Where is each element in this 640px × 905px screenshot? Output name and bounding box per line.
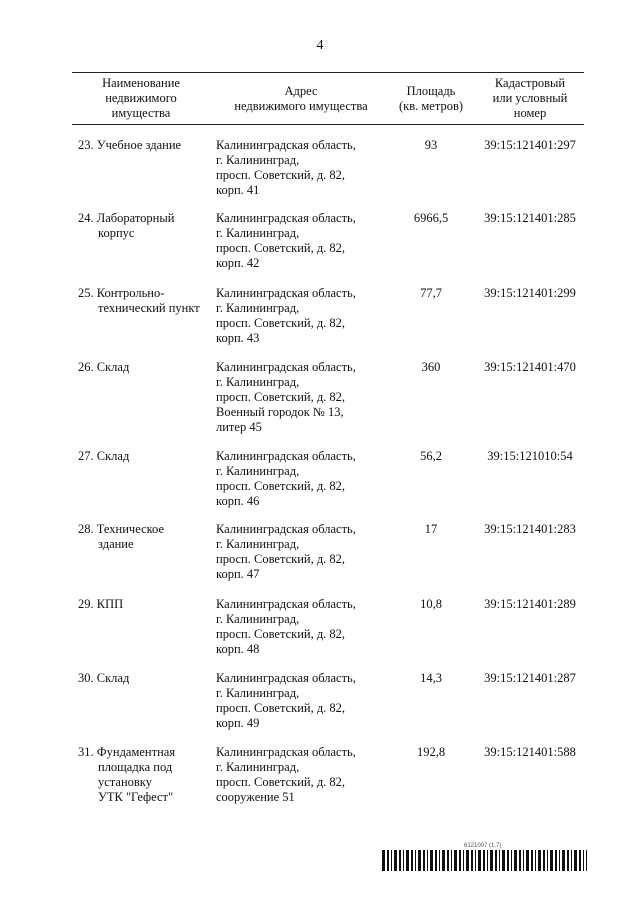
property-address-line: Калининградская область, xyxy=(216,597,356,611)
property-address-line: просп. Советский, д. 82, xyxy=(216,168,346,182)
property-address-line: корп. 41 xyxy=(216,183,260,197)
property-name-line: технический пункт xyxy=(98,301,200,315)
property-address-line: Калининградская область, xyxy=(216,138,356,152)
property-address-line: Калининградская область, xyxy=(216,360,356,374)
property-name xyxy=(78,597,208,612)
property-name-line: площадка под xyxy=(98,760,173,774)
property-address-line: Калининградская область, xyxy=(216,286,356,300)
property-name-line: 23. Учебное здание xyxy=(78,138,182,152)
property-name-line: УТК "Гефест" xyxy=(98,790,174,804)
footer-code: 6121007 (1.7) xyxy=(464,843,502,849)
property-area: 192,8 xyxy=(416,745,446,759)
property-address-line: просп. Советский, д. 82, xyxy=(216,241,346,255)
table-header-top-line xyxy=(72,72,584,73)
property-area: 6966,5 xyxy=(413,211,449,225)
property-area: 77,7 xyxy=(420,286,442,300)
property-address-line: корп. 48 xyxy=(216,642,260,656)
property-address-line: г. Калининград, xyxy=(216,612,300,626)
cadastral-number: 39:15:121401:588 xyxy=(484,745,576,759)
property-address xyxy=(216,211,386,271)
cadastral-number: 39:15:121401:283 xyxy=(484,522,576,536)
cadastral-number: 39:15:121401:289 xyxy=(484,597,576,611)
property-name xyxy=(78,286,208,316)
cadastral-number: 39:15:121401:287 xyxy=(484,671,576,685)
property-address-line: просп. Советский, д. 82, xyxy=(216,316,346,330)
cadastral-number: 39:15:121401:299 xyxy=(484,286,576,300)
property-name xyxy=(78,138,208,153)
property-name-line: 28. Техническое xyxy=(78,522,165,536)
property-address-line: корп. 47 xyxy=(216,567,260,581)
property-address-line: корп. 46 xyxy=(216,494,260,508)
property-name-line: установку xyxy=(98,775,152,789)
header-cadastral: Кадастровый или условный номер xyxy=(492,76,568,120)
property-address-line: г. Калининград, xyxy=(216,464,300,478)
property-name xyxy=(78,211,208,241)
property-name-line: 31. Фундаментная xyxy=(78,745,176,759)
property-address xyxy=(216,671,386,731)
property-address-line: г. Калининград, xyxy=(216,537,300,551)
header-name: Наименование недвижимого имущества xyxy=(102,76,180,120)
property-address xyxy=(216,522,386,582)
property-name-line: 24. Лабораторный xyxy=(78,211,175,225)
property-name-line: 27. Склад xyxy=(78,449,130,463)
property-address xyxy=(216,745,386,805)
property-name xyxy=(78,522,208,552)
property-address xyxy=(216,449,386,509)
property-address-line: г. Калининград, xyxy=(216,686,300,700)
cadastral-number: 39:15:121401:297 xyxy=(484,138,576,152)
cadastral-number: 39:15:121401:285 xyxy=(484,211,576,225)
page-number: 4 xyxy=(316,38,324,53)
property-address xyxy=(216,597,386,657)
property-area: 14,3 xyxy=(420,671,442,685)
property-address-line: г. Калининград, xyxy=(216,375,300,389)
header-address: Адрес недвижимого имущества xyxy=(234,84,368,113)
header-area: Площадь (кв. метров) xyxy=(398,84,464,113)
property-address-line: Военный городок № 13, xyxy=(216,405,344,419)
property-address-line: литер 45 xyxy=(216,420,262,434)
property-area: 10,8 xyxy=(420,597,442,611)
property-address-line: корп. 49 xyxy=(216,716,260,730)
property-name-line: 30. Склад xyxy=(78,671,130,685)
property-name xyxy=(78,360,208,375)
property-name-line: корпус xyxy=(98,226,135,240)
property-address-line: Калининградская область, xyxy=(216,211,356,225)
property-address-line: Калининградская область, xyxy=(216,671,356,685)
property-address-line: г. Калининград, xyxy=(216,301,300,315)
property-name xyxy=(78,745,208,805)
property-name-line: 29. КПП xyxy=(78,597,124,611)
property-address-line: просп. Советский, д. 82, xyxy=(216,775,346,789)
property-address-line: корп. 42 xyxy=(216,256,260,270)
property-address-line: корп. 43 xyxy=(216,331,260,345)
property-address xyxy=(216,138,386,198)
property-address-line: просп. Советский, д. 82, xyxy=(216,552,346,566)
property-address-line: г. Калининград, xyxy=(216,760,300,774)
property-name-line: здание xyxy=(98,537,134,551)
cadastral-number: 39:15:121010:54 xyxy=(487,449,573,463)
property-area: 93 xyxy=(424,138,438,152)
cadastral-number: 39:15:121401:470 xyxy=(484,360,576,374)
property-address xyxy=(216,286,386,346)
property-address xyxy=(216,360,386,435)
property-address-line: Калининградская область, xyxy=(216,745,356,759)
property-address-line: просп. Советский, д. 82, xyxy=(216,701,346,715)
property-address-line: г. Калининград, xyxy=(216,153,300,167)
property-name-line: 26. Склад xyxy=(78,360,130,374)
property-area: 56,2 xyxy=(420,449,442,463)
property-area: 360 xyxy=(421,360,441,374)
property-address-line: Калининградская область, xyxy=(216,522,356,536)
property-address-line: г. Калининград, xyxy=(216,226,300,240)
property-name xyxy=(78,449,208,464)
property-address-line: сооружение 51 xyxy=(216,790,295,804)
table-header-bottom-line xyxy=(72,124,584,125)
property-address-line: Калининградская область, xyxy=(216,449,356,463)
property-name xyxy=(78,671,208,686)
barcode-icon xyxy=(382,850,587,871)
property-address-line: просп. Советский, д. 82, xyxy=(216,390,346,404)
property-area: 17 xyxy=(424,522,438,536)
property-address-line: просп. Советский, д. 82, xyxy=(216,627,346,641)
property-address-line: просп. Советский, д. 82, xyxy=(216,479,346,493)
property-name-line: 25. Контрольно- xyxy=(78,286,165,300)
